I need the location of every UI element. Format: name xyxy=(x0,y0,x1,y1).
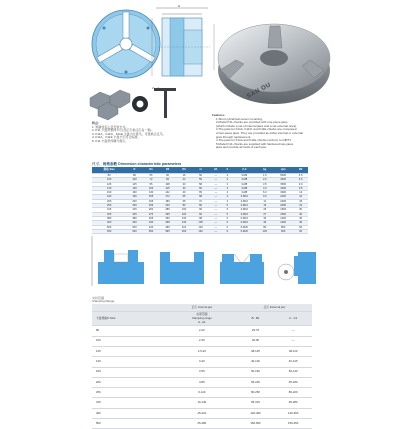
table-cell: 46 xyxy=(257,221,274,225)
table-cell: 60 xyxy=(293,229,308,233)
table-cell: 80 xyxy=(126,174,143,178)
features-list xyxy=(212,118,352,150)
table-cell: 80-220 xyxy=(274,388,312,398)
table-cell: 630 xyxy=(92,229,126,233)
table-cell: 160 xyxy=(92,367,167,377)
table-cell: 2000 xyxy=(273,204,293,208)
table-cell: 92 xyxy=(192,212,209,216)
table-cell: 3-M6 xyxy=(232,174,256,178)
table-cell: 5000 xyxy=(273,174,293,178)
col-a-label: A - A1 xyxy=(198,319,206,324)
table-cell: — xyxy=(209,199,223,203)
table-cell: 66 xyxy=(159,174,176,178)
chinese-notes-item: 2. K11 卡盘带整体卡爪(含正爪和反爪各一套)。 xyxy=(92,128,155,133)
table-cell: 465 xyxy=(159,225,176,229)
table-cell: 130 xyxy=(143,191,160,195)
chinese-notes-item: 4. K11A、K11E 卡盘卡爪符合标准。 xyxy=(92,135,141,140)
table-cell: 6 xyxy=(223,216,232,220)
table-cell: 3.5 xyxy=(257,182,274,186)
table-cell: 95-280 xyxy=(274,398,312,408)
table-cell: 100 xyxy=(92,336,167,346)
table-cell: 3-M8 xyxy=(232,186,256,190)
table-row xyxy=(92,377,312,387)
table-cell: 3200 xyxy=(273,186,293,190)
table-cell: 142 xyxy=(159,191,176,195)
table-cell: — xyxy=(209,221,223,225)
table-cell: 3-M10 xyxy=(232,195,256,199)
table-row xyxy=(92,388,312,398)
table-cell: 130 xyxy=(92,186,126,190)
table-cell: 130 xyxy=(176,216,193,220)
table-cell: 140 xyxy=(192,229,209,233)
table-cell: 400 xyxy=(126,221,143,225)
chinese-notes xyxy=(92,122,202,144)
table-cell: 84 xyxy=(159,178,176,182)
features-item: 4.The jaws for K11A and K11E chucks conform to GB/T1 xyxy=(216,138,292,143)
table-cell: 80 xyxy=(92,174,126,178)
table-cell: 2-30 xyxy=(167,336,237,346)
table-cell: 250 xyxy=(92,204,126,208)
table-cell: 30 xyxy=(176,186,193,190)
table-cell: 3 xyxy=(223,174,232,178)
table-cell: 108 xyxy=(159,182,176,186)
features-title: Features xyxy=(212,113,225,117)
table-cell: 58 xyxy=(192,182,209,186)
table-cell: — xyxy=(209,191,223,195)
table-cell: 315 xyxy=(126,208,143,212)
table-cell: 165 xyxy=(143,199,160,203)
table-cell: — xyxy=(209,186,223,190)
table-cell: 340 xyxy=(143,221,160,225)
table-cell: 100 xyxy=(143,186,160,190)
table-cell: 4 xyxy=(223,195,232,199)
table-cell: 250 xyxy=(92,388,167,398)
col-a xyxy=(167,312,237,326)
table-cell: 100 xyxy=(176,208,193,212)
table-cell: 160 xyxy=(92,191,126,195)
table-cell: 2.5-40 xyxy=(167,346,237,356)
table-cell: 95-315 xyxy=(237,398,275,408)
features-block xyxy=(212,114,352,150)
clamping-title-cn: 夹持范围 xyxy=(92,296,105,300)
table-cell: 50-140 xyxy=(274,367,312,377)
table-cell: 100 xyxy=(176,212,193,216)
table-cell: 2400 xyxy=(273,195,293,199)
spec-table-col-header: D3 xyxy=(176,167,193,174)
table-cell: 65-200 xyxy=(237,377,275,387)
table-cell: 6 xyxy=(223,221,232,225)
clamping-range-table xyxy=(92,304,312,429)
table-cell: 25-280 xyxy=(167,419,237,429)
table-cell: 120 xyxy=(192,225,209,229)
table-cell: — xyxy=(274,336,312,346)
table-cell: 26 xyxy=(257,208,274,212)
table-cell: 125 xyxy=(92,346,167,356)
table-cell: 22 xyxy=(176,178,193,182)
col-a-cn: 夹紧范围 xyxy=(196,312,208,316)
table-cell: 200 xyxy=(92,199,126,203)
svg-text:H: H xyxy=(178,4,181,8)
table-cell: 2-22 xyxy=(167,326,237,336)
table-cell: 50 xyxy=(293,225,308,229)
col-b: B - B1 xyxy=(237,312,275,326)
table-cell: — xyxy=(209,174,223,178)
table-cell: 3-M8 xyxy=(232,182,256,186)
features-item: 5.Model K11 chucks are supplied with hardened two-piece xyxy=(216,141,294,146)
chinese-notes-item: 3. K11A、K11D、K11E 卡盘为分离爪，可更换正反爪。 xyxy=(92,131,166,136)
table-cell: 130 xyxy=(92,357,167,367)
table-cell: 400 xyxy=(92,408,167,418)
table-cell: 65 xyxy=(192,191,209,195)
table-cell: 800 xyxy=(273,225,293,229)
table-cell: 130 xyxy=(176,221,193,225)
clamping-title-en: Clamping Range xyxy=(92,299,115,303)
chinese-notes-item: 5. K11 卡盘带淬硬分离爪。 xyxy=(92,138,129,143)
table-cell: 40 xyxy=(293,221,308,225)
table-cell: 25-70 xyxy=(237,326,275,336)
table-cell: 600 xyxy=(273,229,293,233)
table-cell: 200 xyxy=(126,199,143,203)
table-cell: 3-M8 xyxy=(232,178,256,182)
table-cell: — xyxy=(209,195,223,199)
table-cell: 5 xyxy=(223,204,232,208)
table-cell: 30 xyxy=(293,212,308,216)
features-item: jaws through replacement. xyxy=(216,134,252,139)
table-cell: 6-M20 xyxy=(232,225,256,229)
clamping-diagrams xyxy=(88,232,318,290)
table-cell: 380 xyxy=(126,216,143,220)
spec-table-col-header: D2 xyxy=(159,167,176,174)
table-cell: 180 xyxy=(159,199,176,203)
table-cell: 6-M20 xyxy=(232,229,256,233)
jaws-key-photo xyxy=(88,84,188,124)
table-cell: 60 xyxy=(192,186,209,190)
chuck-section-drawing xyxy=(148,4,220,82)
table-cell: 120-400 xyxy=(237,408,275,418)
table-cell: 325 xyxy=(92,212,126,216)
table-cell: 80 xyxy=(192,204,209,208)
table-cell: 6-M16 xyxy=(232,216,256,220)
table-row xyxy=(92,419,312,429)
table-cell: 6-110 xyxy=(167,388,237,398)
table-cell: — xyxy=(209,208,223,212)
table-cell: 3000 xyxy=(273,191,293,195)
table-cell: 40 xyxy=(257,216,274,220)
table-cell: 9.5 xyxy=(293,186,308,190)
table-cell: 226 xyxy=(159,204,176,208)
table-cell: 55 xyxy=(192,178,209,182)
table-cell: 38-125 xyxy=(237,346,275,356)
table-cell: 1.5 xyxy=(257,174,274,178)
table-cell: 5 xyxy=(223,208,232,212)
table-cell: 500 xyxy=(126,225,143,229)
col-a-en: Clamping range xyxy=(191,315,212,320)
table-cell: — xyxy=(209,229,223,233)
spec-table-col-header: H1 xyxy=(209,167,223,174)
table-cell: 27 xyxy=(257,212,274,216)
table-cell: 65 xyxy=(176,199,193,203)
group-external: 反爪 External jaw xyxy=(237,304,312,312)
table-cell: — xyxy=(209,212,223,216)
chuck-product-photo xyxy=(214,6,334,111)
table-cell: 3-M10 xyxy=(232,199,256,203)
spec-table-col-header: D1 xyxy=(143,167,160,174)
table-cell: 4 xyxy=(223,191,232,195)
table-row xyxy=(92,336,312,346)
spec-table-col-header: kg xyxy=(257,167,274,174)
table-cell: 4 xyxy=(223,199,232,203)
table-cell: 260 xyxy=(143,208,160,212)
table-cell: 72 xyxy=(192,199,209,203)
spec-table-col-header: rpm xyxy=(273,167,293,174)
table-cell: 1200 xyxy=(273,216,293,220)
table-cell: 30 xyxy=(293,208,308,212)
chinese-notes-title: 特点: xyxy=(92,121,99,125)
table-cell: 3-M12 xyxy=(232,204,256,208)
table-cell: 295 xyxy=(159,212,176,216)
table-cell: 3 xyxy=(223,182,232,186)
table-row xyxy=(92,408,312,418)
table-cell: 90 xyxy=(192,208,209,212)
table-cell: 260 xyxy=(176,229,193,233)
table-cell: 4-85 xyxy=(167,377,237,387)
table-cell: 50-160 xyxy=(237,367,275,377)
table-cell: 325 xyxy=(143,216,160,220)
features-item: jaws and provide air back of each jaw. xyxy=(216,145,267,150)
table-cell: 36 xyxy=(293,216,308,220)
table-cell: 630 xyxy=(126,229,143,233)
table-cell: 206 xyxy=(143,204,160,208)
table-cell: — xyxy=(209,182,223,186)
table-row xyxy=(92,367,312,377)
spec-table xyxy=(92,167,308,234)
table-cell: 368 xyxy=(159,221,176,225)
table-cell: 325 xyxy=(126,212,143,216)
table-cell: 3-M16 xyxy=(232,208,256,212)
table-cell: 18 xyxy=(293,199,308,203)
table-cell: 6-M16 xyxy=(232,221,256,225)
features-item: 3.The jaws for K11A, K11D, and K11E chucks are composed xyxy=(216,127,297,132)
table-cell: — xyxy=(274,326,312,336)
table-cell: 380 xyxy=(92,216,126,220)
table-cell: — xyxy=(209,204,223,208)
clamping-group-header xyxy=(92,304,312,312)
table-cell: 270 xyxy=(143,212,160,216)
chinese-notes-item: 1. 短圆柱定心及安装方式。 xyxy=(92,124,129,129)
table-cell: 350 xyxy=(159,216,176,220)
table-cell: 95 xyxy=(143,182,160,186)
table-cell: 150-450 xyxy=(274,419,312,429)
table-cell: 9.0 xyxy=(293,182,308,186)
table-cell: 105 xyxy=(192,221,209,225)
table-cell: 11 xyxy=(257,199,274,203)
table-cell: 155 xyxy=(143,195,160,199)
table-cell: — xyxy=(209,216,223,220)
table-cell: 3-55 xyxy=(167,367,237,377)
spec-table-col-header: Z-d xyxy=(232,167,256,174)
clamping-col-header xyxy=(92,312,312,326)
features-item: (which include a set of internal jaws and a set external ones). xyxy=(216,123,298,128)
table-cell: 16 xyxy=(293,195,308,199)
table-cell: 400 xyxy=(92,221,126,225)
table-cell: 9.0 xyxy=(257,195,274,199)
table-cell: 80 xyxy=(176,204,193,208)
table-cell: 6 xyxy=(223,225,232,229)
table-cell: 4000 xyxy=(273,178,293,182)
table-row xyxy=(92,346,312,356)
table-cell: 5 xyxy=(223,212,232,216)
table-cell: 172 xyxy=(159,195,176,199)
table-cell: 120-360 xyxy=(274,408,312,418)
table-cell: 285 xyxy=(159,208,176,212)
table-cell: 14 xyxy=(293,191,308,195)
table-cell: 72 xyxy=(143,178,160,182)
table-cell: 16 xyxy=(176,174,193,178)
table-cell: 3-M8 xyxy=(232,191,256,195)
col-size: 卡盘规格D Size xyxy=(92,312,167,326)
table-cell: 250 xyxy=(126,204,143,208)
table-cell: 115 xyxy=(159,186,176,190)
chuck-logo: SAN OU xyxy=(246,82,273,100)
table-cell: 3 xyxy=(223,178,232,182)
table-cell: 68 xyxy=(192,195,209,199)
table-cell: 30 xyxy=(176,182,193,186)
dimension-label: Z – d xyxy=(152,86,159,90)
table-cell: 6 xyxy=(223,229,232,233)
group-internal: 正爪 Internal jaw xyxy=(167,304,237,312)
features-item: 2.Model K11 chucks are provided with one-piece jaws xyxy=(216,120,288,125)
table-cell: 2.0 xyxy=(257,178,274,182)
table-cell: 1000 xyxy=(273,221,293,225)
table-cell: 1500 xyxy=(273,212,293,216)
table-cell: 3500 xyxy=(273,182,293,186)
table-cell: 55 xyxy=(143,174,160,178)
spec-table-col-header: H xyxy=(192,167,209,174)
table-cell: 80 xyxy=(257,225,274,229)
table-cell: 4.0 xyxy=(257,186,274,190)
table-cell: 125 xyxy=(126,182,143,186)
table-cell: 40 xyxy=(176,191,193,195)
table-cell: 15-210 xyxy=(167,408,237,418)
features-item: of two-piece jaws. They are provided as either internal or external xyxy=(216,130,303,135)
table-row xyxy=(92,357,312,367)
table-cell: 10-140 xyxy=(167,398,237,408)
table-cell: 130 xyxy=(257,229,274,233)
spec-table-col-header: kN xyxy=(293,167,308,174)
table-cell: 30-90 xyxy=(237,336,275,346)
table-cell: — xyxy=(209,225,223,229)
table-cell: 100 xyxy=(126,178,143,182)
table-cell: 50 xyxy=(192,174,209,178)
table-cell: 40-125 xyxy=(274,357,312,367)
table-cell: 190 xyxy=(126,195,143,199)
table-cell: 560 xyxy=(143,229,160,233)
table-cell: — xyxy=(209,178,223,182)
table-cell: 125 xyxy=(92,182,126,186)
table-cell: 3 xyxy=(223,186,232,190)
table-cell: 3-M16 xyxy=(232,212,256,216)
table-cell: 6.0 xyxy=(257,191,274,195)
table-cell: 24 xyxy=(293,204,308,208)
table-cell: 1600 xyxy=(273,208,293,212)
table-cell: 4.5 xyxy=(293,174,308,178)
table-cell: 38-110 xyxy=(274,346,312,356)
table-row xyxy=(92,326,312,336)
table-cell: 315 xyxy=(92,208,126,212)
table-cell: 6.0 xyxy=(293,178,308,182)
table-cell: 65-180 xyxy=(274,377,312,387)
table-cell: 80 xyxy=(92,326,167,336)
spec-table-col-header: h xyxy=(223,167,232,174)
spec-table-title: 尺寸、规格参数 Dimension characteristic parameters xyxy=(92,162,182,166)
table-cell: 98 xyxy=(192,216,209,220)
spec-table-col-header: 规格 Size xyxy=(92,167,126,174)
table-cell: 80-250 xyxy=(237,388,275,398)
table-cell: 500 xyxy=(92,225,126,229)
table-cell: 440 xyxy=(143,225,160,229)
table-cell: 150-500 xyxy=(237,419,275,429)
table-cell: 16 xyxy=(257,204,274,208)
table-cell: 160 xyxy=(126,191,143,195)
table-cell: 100 xyxy=(92,178,126,182)
features-item: 1.Short cylindrical center mounting. xyxy=(216,116,263,121)
table-cell: 40-130 xyxy=(237,357,275,367)
table-cell: 595 xyxy=(159,229,176,233)
table-cell: 3-40 xyxy=(167,357,237,367)
table-cell: 210 xyxy=(176,225,193,229)
table-cell: 500 xyxy=(92,419,167,429)
spec-table-col-header: D xyxy=(126,167,143,174)
table-cell: 200 xyxy=(92,377,167,387)
table-cell: 315 xyxy=(92,398,167,408)
table-cell: 190 xyxy=(92,195,126,199)
table-cell: 55 xyxy=(176,195,193,199)
col-c: C - C1 xyxy=(274,312,312,326)
table-cell: 130 xyxy=(126,186,143,190)
table-cell: 2200 xyxy=(273,199,293,203)
